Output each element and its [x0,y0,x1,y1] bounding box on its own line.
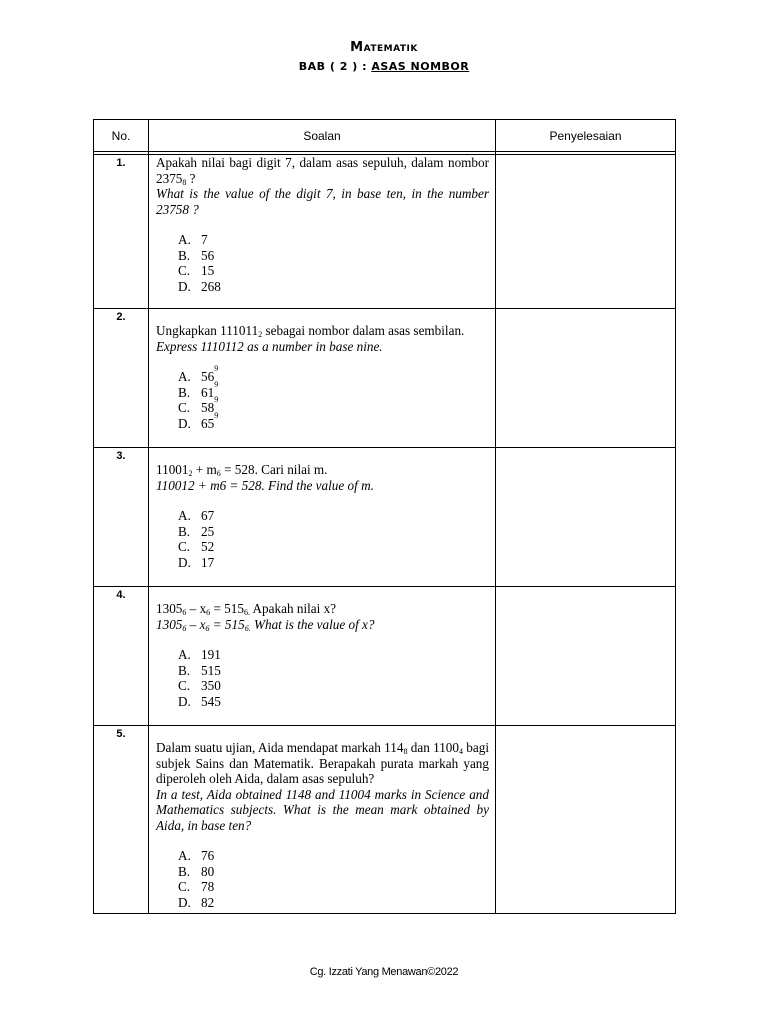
option-list [156,647,489,709]
question-english: Express 1110112 as a number in base nine. [156,338,383,354]
option-b: B. 61 9 [178,379,219,400]
option-d: D. 82 [178,894,215,910]
table-header-row [94,120,676,152]
option-c: C. 52 [178,539,215,554]
option-d: D. 65 9 [178,410,219,431]
option-a: A. 67 [178,508,215,523]
option-b: B. 25 [178,523,215,539]
option-b: B. 515 [178,662,221,678]
option-a: A. 56 9 [178,364,219,384]
page-title: Matematik [350,40,418,55]
solution-cell[interactable] [496,309,676,448]
question-cell [149,726,496,914]
option-list [156,364,489,431]
option-c: C. 58 9 [178,395,219,415]
solution-cell[interactable] [496,155,676,309]
table-row [94,587,676,726]
question-number: 1. [94,155,149,309]
question-english: In a test, Aida obtained 1148 and 11004 marks in Science and Mathematics subjects. What is the mean mark obtained by Aida, in base ten? [156,786,489,833]
question-english: 110012 + m6 = 528. Find the value of m. [156,477,374,493]
option-b: B. 80 [178,863,215,879]
solution-cell[interactable] [496,587,676,726]
option-a: A. 191 [178,647,221,662]
question-malay: $1305_6 - x_6 = 515_{6.}$ Apakah nilai x? [156,601,337,617]
question-english: $1305_6 - x_6 = 515_{6.}$ What is the value of x? [156,616,375,633]
solution-cell[interactable] [496,448,676,587]
question-cell [149,587,496,726]
chapter-topic: ASAS NOMBOR [371,60,470,73]
solution-cell[interactable] [496,726,676,914]
chapter-prefix: BAB ( 2 ) : [298,60,372,73]
col-header-no: No. [94,120,149,152]
question-number: 4. [94,587,149,726]
question-cell [149,448,496,587]
question-cell [149,155,496,309]
table-row [94,448,676,587]
question-number: 2. [94,309,149,448]
footer-credit: Cg. Izzati Yang Menawan©2022 [309,966,459,978]
option-c: C. 78 [178,879,215,894]
table-row [94,726,676,914]
col-header-question: Soalan [149,120,496,152]
question-english: What is the value of the digit 7, in base ten, in the number 23758 ? [156,186,489,217]
col-header-solution: Penyelesaian [496,120,676,152]
question-malay: $11001_2 + m_6 = 528$. Cari nilai m. [156,462,328,478]
question-malay: Ungkapkan $111011_2$ sebagai nombor dalam asas sembilan. [156,323,465,339]
option-a: A. 76 [178,848,215,863]
option-list [156,848,489,910]
option-c: C. 350 [178,678,221,693]
option-a: A. 7 [178,232,208,247]
table-row [94,309,676,448]
question-cell [149,309,496,448]
table-row [94,155,676,309]
option-d: D. 17 [178,554,215,570]
option-b: B. 56 [178,247,215,263]
option-list [156,508,489,570]
question-number: 5. [94,726,149,914]
option-d: D. 268 [178,278,221,294]
chapter-heading [0,60,768,73]
question-malay: Apakah nilai bagi digit 7, dalam asas sepuluh, dalam nombor $2375_8$ ? [156,155,489,187]
question-table [93,119,676,914]
question-number: 3. [94,448,149,587]
option-d: D. 545 [178,693,221,709]
option-list [156,232,489,294]
question-malay: Dalam suatu ujian, Aida mendapat markah $114_8$ dan $1100_4$ bagi subjek Sains dan Matematik. Berapakah purata markah yang diperoleh oleh Aida, dalam asas sepuluh? [156,740,489,786]
option-c: C. 15 [178,263,215,278]
